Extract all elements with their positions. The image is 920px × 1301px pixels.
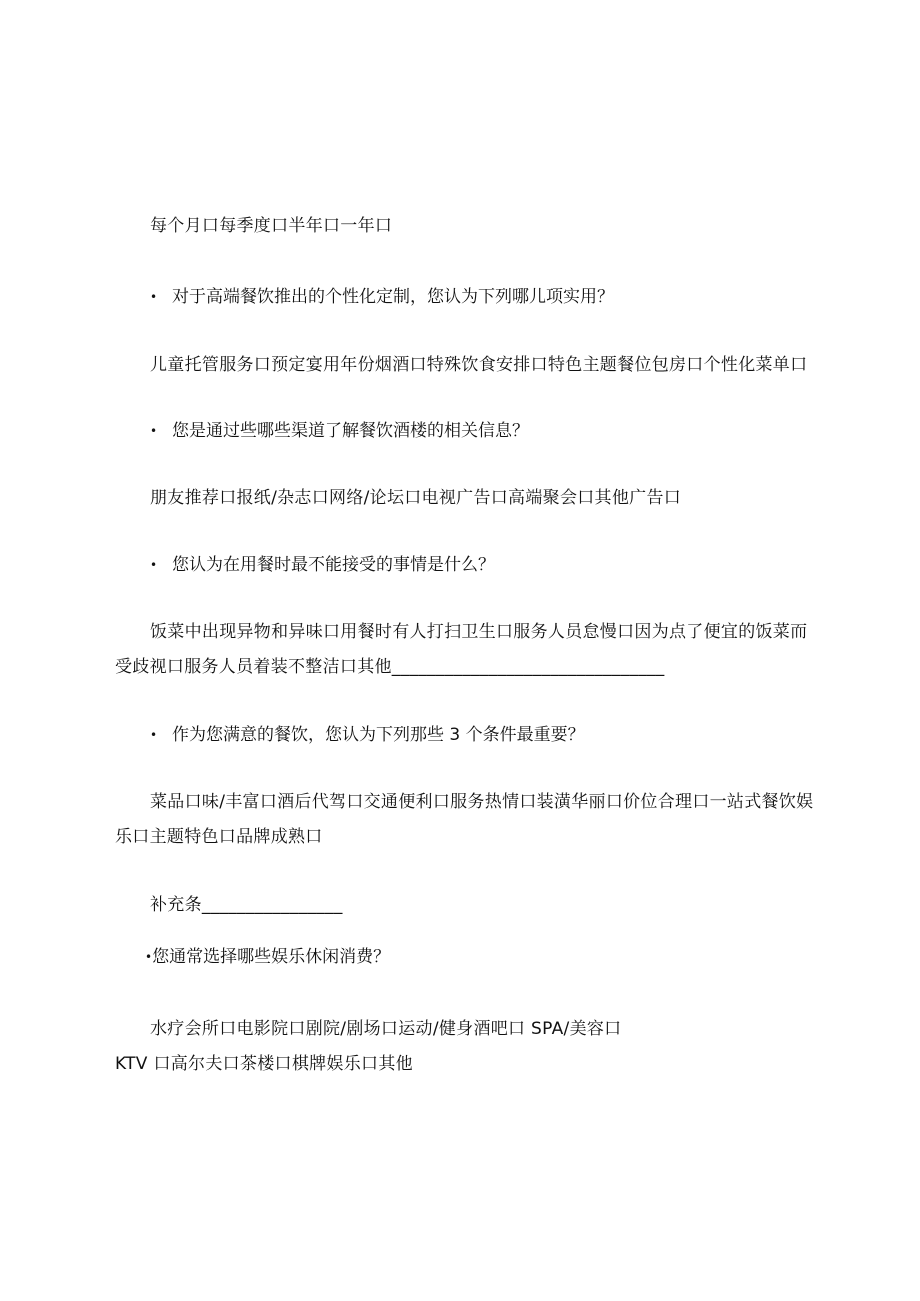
question-customization	[150, 286, 614, 308]
question-conditions	[150, 724, 585, 746]
bullet-icon: •	[150, 558, 158, 572]
supplement-line: 补充条________________	[150, 895, 343, 915]
customization-options: 儿童托管服务口预定宴用年份烟酒口特殊饮食安排口特色主题餐位包房口个性化菜单口	[150, 355, 808, 375]
channel-options: 朋友推荐口报纸/杂志口网络/论坛口电视广告口高端聚会口其他广告口	[150, 488, 682, 508]
question-unacceptable	[150, 554, 495, 576]
question-text: 您是通过些哪些渠道了解餐饮酒楼的相关信息？	[172, 421, 529, 441]
entertainment-options-line2: KTV 口高尔夫口茶楼口棋牌娱乐口其他	[115, 1054, 413, 1074]
question-entertainment	[145, 946, 390, 968]
frequency-options: 每个月口每季度口半年口一年口	[150, 216, 393, 236]
bullet-icon: •	[150, 290, 158, 304]
unacceptable-options-line2: 受歧视口服务人员着装不整洁口其他_______________________________	[115, 657, 665, 677]
condition-options-line2: 乐口主题特色口品牌成熟口	[115, 827, 323, 847]
question-text: 您认为在用餐时最不能接受的事情是什么？	[172, 555, 495, 575]
condition-options-line1: 菜品口味/丰富口酒后代驾口交通便利口服务热情口装潢华丽口价位合理口一站式餐饮娱	[150, 792, 814, 812]
question-text: 作为您满意的餐饮，您认为下列那些 3 个条件最重要？	[172, 725, 585, 745]
bullet-icon: •	[150, 728, 158, 742]
bullet-icon: •	[150, 424, 158, 438]
question-text: 您通常选择哪些娱乐休闲消费？	[152, 947, 391, 967]
unacceptable-options-line1: 饭菜中出现异物和异味口用餐时有人打扫卫生口服务人员怠慢口因为点了便宜的饭菜而	[150, 622, 808, 642]
bullet-icon: •	[145, 950, 153, 964]
entertainment-options-line1: 水疗会所口电影院口剧院/剧场口运动/健身酒吧口 SPA/美容口	[150, 1019, 622, 1039]
question-channels	[150, 420, 529, 442]
question-text: 对于高端餐饮推出的个性化定制，您认为下列哪儿项实用？	[172, 287, 614, 307]
